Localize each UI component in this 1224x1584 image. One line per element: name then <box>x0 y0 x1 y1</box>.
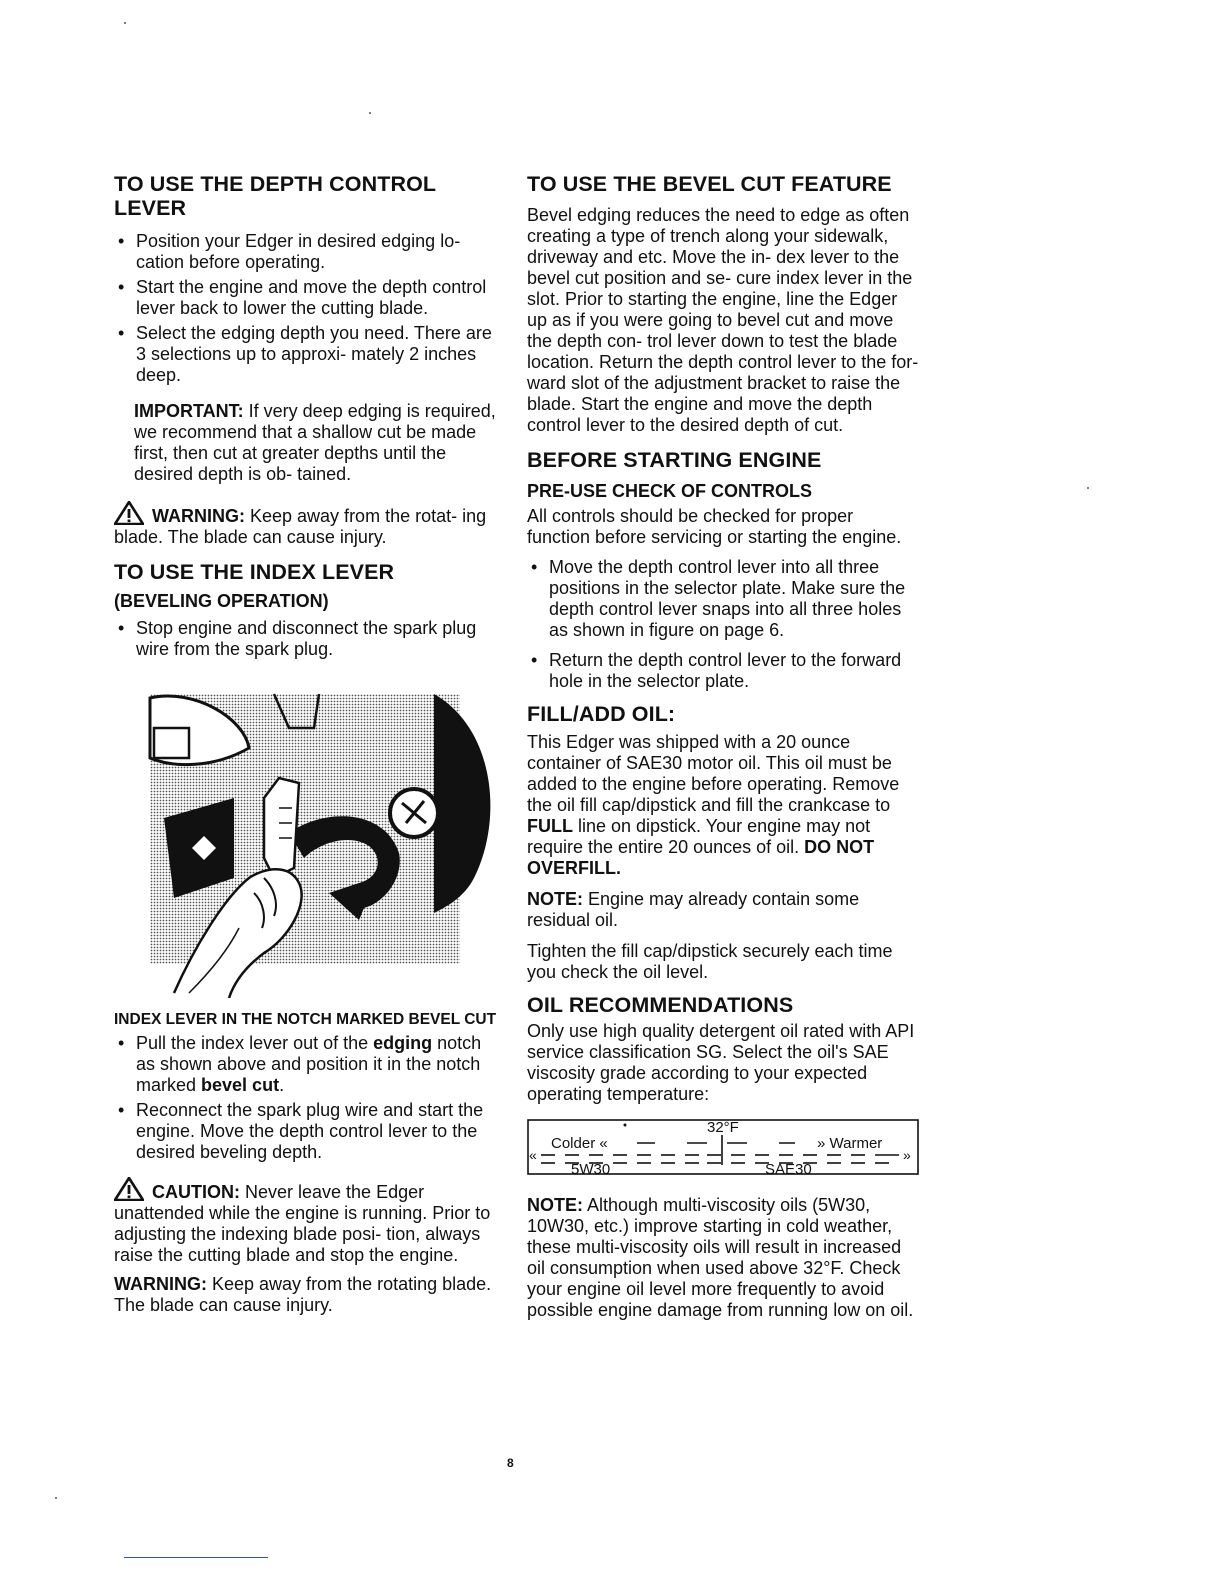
depth-control-list <box>114 231 504 386</box>
right-column <box>527 172 919 1321</box>
list-item: • Position your Edger in desired edging lo- cation before operating. <box>114 231 504 273</box>
item-text: notch as shown above and position it in the notch marked <box>136 1033 482 1095</box>
warmer-label: » Warmer <box>817 1135 883 1152</box>
figure-caption: INDEX LEVER IN THE NOTCH MARKED BEVEL CUT <box>114 1011 497 1028</box>
caution-label: CAUTION: <box>152 1182 240 1202</box>
paragraph-text: line on dipstick. Your engine may not require the entire 20 ounces of oil. <box>527 816 871 857</box>
caution-triangle-icon <box>114 1177 144 1201</box>
item-text: Pull the index lever out of the <box>136 1033 374 1053</box>
list-item: • Select the edging depth you need. There are 3 selections up to approxi- mately 2 inches deep. <box>114 323 504 386</box>
fill-oil-text <box>527 732 919 879</box>
list-item: • Reconnect the spark plug wire and start the engine. Move the depth control lever to the desired beveling depth. <box>114 1100 504 1163</box>
viscosity-5w30-label: 5W30 <box>571 1161 611 1175</box>
full-bold: FULL <box>527 816 573 836</box>
list-item: • Start the engine and move the depth control lever back to lower the cutting blade. <box>114 277 504 319</box>
oil-recommendations-text: Only use high quality detergent oil rated with API service classification SG. Select the oil's SAE viscosity grade according to your expected operating temperature: <box>527 1021 915 1104</box>
multi-viscosity-note <box>527 1195 919 1321</box>
scan-speck <box>124 22 126 24</box>
page-number: 8 <box>507 1456 514 1470</box>
important-note <box>114 401 504 485</box>
right-arrow: » <box>903 1147 911 1163</box>
index-lever-illustration <box>114 688 504 998</box>
scan-speck <box>369 112 371 114</box>
fill-add-oil-heading: FILL/ADD OIL: <box>527 702 676 726</box>
scan-edge-line <box>124 1557 268 1558</box>
oil-recommendations-heading: OIL RECOMMENDATIONS <box>527 993 794 1017</box>
list-item: • Move the depth control lever into all three positions in the selector plate. Make sure the depth control lever snaps into all three holes as shown in figure on page 6. <box>527 557 919 641</box>
scan-speck <box>1087 487 1089 489</box>
bevel-cut-heading: TO USE THE BEVEL CUT FEATURE <box>527 172 892 196</box>
bevel-instruction-list <box>114 1033 504 1163</box>
pre-use-check-text: All controls should be checked for proper function before servicing or starting the engine. <box>527 506 902 547</box>
left-arrow: « <box>529 1147 537 1163</box>
warning-text: Keep away from the rotat- ing blade. The blade can cause injury. <box>114 506 487 547</box>
important-text: If very deep edging is required, we recommend that a shallow cut be made first, then cut at greater depths until the desired depth is ob- tained. <box>134 401 496 484</box>
bevel-cut-bold: bevel cut <box>201 1075 280 1095</box>
residual-oil-note <box>527 889 919 931</box>
bevel-cut-text: Bevel edging reduces the need to edge as often creating a type of trench along your sidewalk, driveway and etc. Move the in- dex lever to the bevel cut position and se- cure index lever in the slot. Prior to starting the engine, line the Edger up as if you were going to bevel cut and move the depth con- trol lever down to test the blade location. Return the depth control lever to the for- ward slot of the adjustment bracket to raise the blade. Start the engine and move the depth control lever to the desired depth of cut. <box>527 205 919 435</box>
caution-text: Never leave the Edger unattended while the engine is running. Prior to adjusting the indexing blade posi- tion, always raise the cutting blade and stop the engine. <box>114 1182 491 1265</box>
warning-label: WARNING: <box>114 1274 207 1294</box>
scan-speck <box>55 1497 57 1499</box>
oil-viscosity-chart <box>527 1119 919 1175</box>
note-text: Although multi-viscosity oils (5W30, 10W30, etc.) improve starting in cold weather, these multi-viscosity oils will result in increased oil consumption when used above 32°F. Check your engine oil level more frequently to avoid possible engine damage from running low on oil. <box>527 1195 914 1320</box>
colder-label: Colder « <box>551 1135 608 1152</box>
warning-text: Keep away from the rotating blade. The blade can cause injury. <box>114 1274 492 1315</box>
index-lever-heading: TO USE THE INDEX LEVER <box>114 560 395 584</box>
warning-note <box>114 501 504 548</box>
viscosity-sae30-label: SAE30 <box>765 1161 812 1175</box>
pre-use-check-subheading: PRE-USE CHECK OF CONTROLS <box>527 481 813 501</box>
temperature-label: 32°F <box>707 1119 739 1136</box>
depth-control-heading: TO USE THE DEPTH CONTROL LEVER <box>114 172 436 220</box>
tighten-cap-text: Tighten the fill cap/dipstick securely each time you check the oil level. <box>527 941 893 982</box>
edging-bold: edging <box>373 1033 433 1053</box>
caution-note <box>114 1177 504 1266</box>
do-not-overfill-bold: DO NOT OVERFILL. <box>527 837 875 878</box>
list-item: • Stop engine and disconnect the spark plug wire from the spark plug. <box>114 618 504 660</box>
beveling-operation-subheading: (BEVELING OPERATION) <box>114 591 329 611</box>
index-list <box>114 618 504 660</box>
note-label: NOTE: <box>527 1195 583 1215</box>
left-column <box>114 172 504 1316</box>
paragraph-text: This Edger was shipped with a 20 ounce container of SAE30 motor oil. This oil must be added to the engine before operating. Remove the oil fill cap/dipstick and fill the crankcase to <box>527 732 900 815</box>
warning-label: WARNING: <box>152 506 245 526</box>
warning-note-2 <box>114 1274 504 1316</box>
note-label: NOTE: <box>527 889 583 909</box>
before-starting-heading: BEFORE STARTING ENGINE <box>527 448 822 472</box>
pre-use-check-list <box>527 557 919 692</box>
list-item: • Return the depth control lever to the forward hole in the selector plate. <box>527 650 919 692</box>
important-label: IMPORTANT: <box>134 401 244 421</box>
note-text: Engine may already contain some residual oil. <box>527 889 860 930</box>
warning-triangle-icon <box>114 501 144 525</box>
item-text: . <box>279 1075 285 1095</box>
list-item <box>114 1033 504 1096</box>
